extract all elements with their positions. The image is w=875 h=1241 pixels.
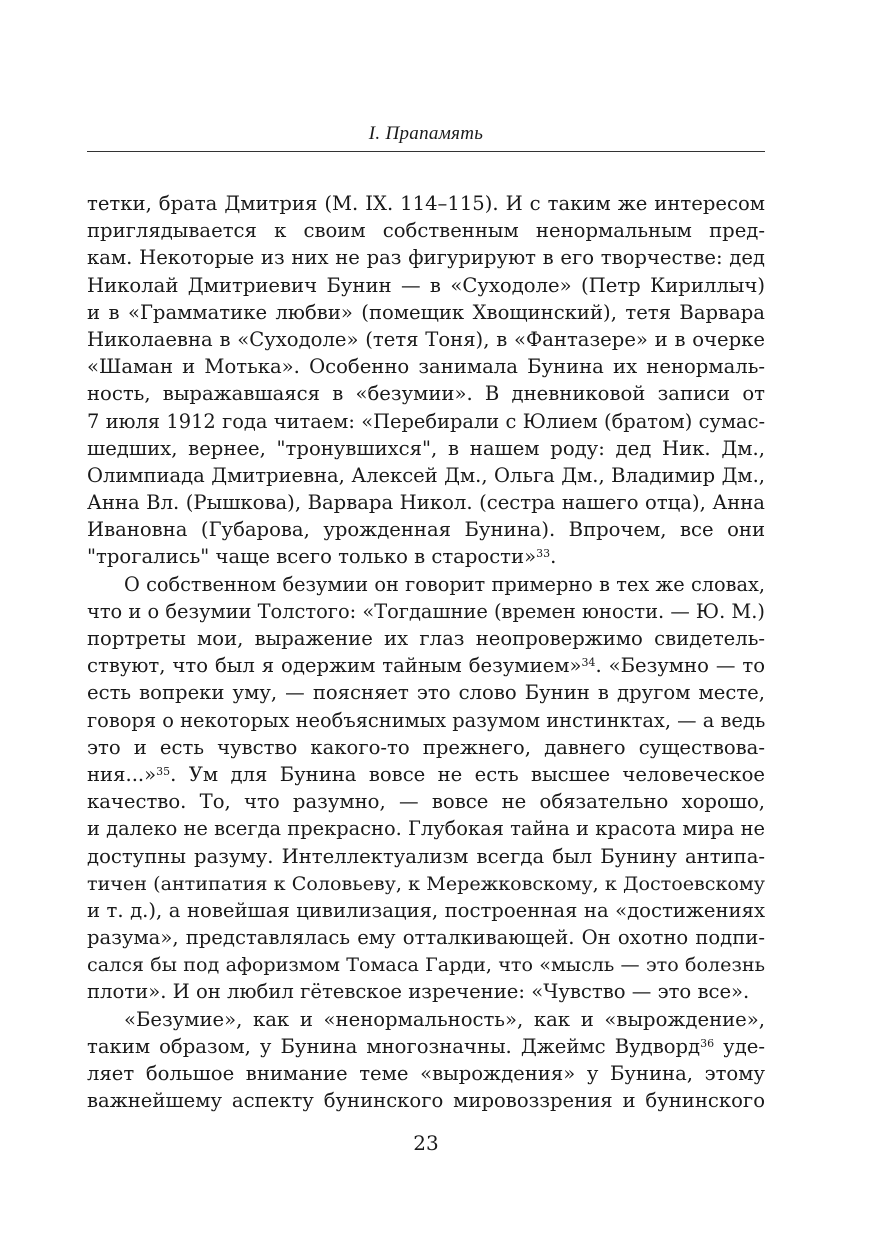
text-line: "трогались" чаще всего только в старости»$^{33}$. <box>87 545 557 569</box>
text-line: что и о безумии Толстого: «Тогдашние (времен юности. — Ю. М.) <box>87 599 765 623</box>
text-line: кам. Некоторые из них не раз фигурируют в его творчестве: дед <box>87 246 765 270</box>
text-line: Николаевна в «Суходоле» (тетя Тоня), в «Фантазере» и в очерке <box>87 327 765 351</box>
text-line: ния...»$^{35}$. Ум для Бунина вовсе не есть высшее человеческое <box>87 762 765 786</box>
text-line: тетки, брата Дмитрия (М. IX. 114–115). И с таким же интересом <box>87 192 765 215</box>
text-line: ляет большое внимание теме «вырождения» у Бунина, этому <box>87 1062 765 1085</box>
body-text <box>87 190 765 1114</box>
footnote-ref: 34 <box>581 656 596 670</box>
running-title: I. Прапамять <box>368 123 484 144</box>
text-line: «Шаман и Мотька». Особенно занимала Бунина их ненормаль- <box>87 355 765 379</box>
text-line: тичен (антипатия к Соловьеву, к Мережковскому, к Достоевскому <box>87 871 765 895</box>
text-line: есть вопреки уму, — поясняет это слово Бунин в другом месте, <box>87 681 765 705</box>
text-line: сался бы под афоризмом Томаса Гарди, что «мысль — это болезнь <box>87 953 765 977</box>
text-line: ствуют, что был я одержим тайным безумием»$^{34}$. «Безумно — то <box>87 654 765 678</box>
text-line: важнейшему аспекту бунинского мировоззрения и бунинского <box>87 1089 765 1113</box>
text-line: и в «Грамматике любви» (помещик Хвощинский), тетя Варвара <box>87 300 765 324</box>
text-line: и далеко не всегда прекрасно. Глубокая тайна и красота мира не <box>87 817 765 841</box>
text-line: шедших, вернее, "тронувшихся", в нашем роду: дед Ник. Дм., <box>87 436 765 460</box>
footnote-ref: 36 <box>700 1036 715 1050</box>
page-number: 23 <box>413 1131 439 1155</box>
text-line: О собственном безумии он говорит примерно в тех же словах, <box>124 572 765 596</box>
header-rule <box>87 151 765 152</box>
text-line: 7 июля 1912 года читаем: «Перебирали с Юлием (братом) сумас- <box>87 409 765 433</box>
footnote-ref: 33 <box>536 547 551 561</box>
text-line: говоря о некоторых необъяснимых разумом инстинктах, — а ведь <box>87 708 766 732</box>
text-line: Анна Вл. (Рышкова), Варвара Никол. (сестра нашего отца), Анна <box>87 491 765 515</box>
text-line: доступны разуму. Интеллектуализм всегда был Бунину антипа- <box>87 844 765 868</box>
text-line: портреты мои, выражение их глаз неопровержимо свидетель- <box>87 627 765 650</box>
text-line: таким образом, у Бунина многозначны. Джеймс Вудворд$^{36}$ уде- <box>87 1034 765 1058</box>
text-line: приглядывается к своим собственным ненормальным пред- <box>87 219 765 243</box>
text-line: Олимпиада Дмитриевна, Алексей Дм., Ольга Дм., Владимир Дм., <box>87 463 765 487</box>
text-line: качество. То, что разумно, — вовсе не обязательно хорошо, <box>87 790 765 814</box>
text-line: это и есть чувство какого-то прежнего, давнего существова- <box>87 735 765 759</box>
text-line: разума», представлялась ему отталкивающей. Он охотно подпи- <box>87 926 765 950</box>
text-line: плоти». И он любил гётевское изречение: «Чувство — это все». <box>87 980 750 1004</box>
text-line: Ивановна (Губарова, урожденная Бунина). Впрочем, все они <box>87 518 765 542</box>
footnote-ref: 35 <box>156 764 171 778</box>
text-line: ность, выражавшаяся в «безумии». В дневниковой записи от <box>87 382 765 406</box>
text-line: и т. д.), а новейшая цивилизация, построенная на «достижениях <box>87 898 765 922</box>
text-line: «Безумие», как и «ненормальность», как и «вырождение», <box>124 1007 765 1031</box>
text-line: Николай Дмитриевич Бунин — в «Суходоле» (Петр Кириллыч) <box>87 273 765 297</box>
